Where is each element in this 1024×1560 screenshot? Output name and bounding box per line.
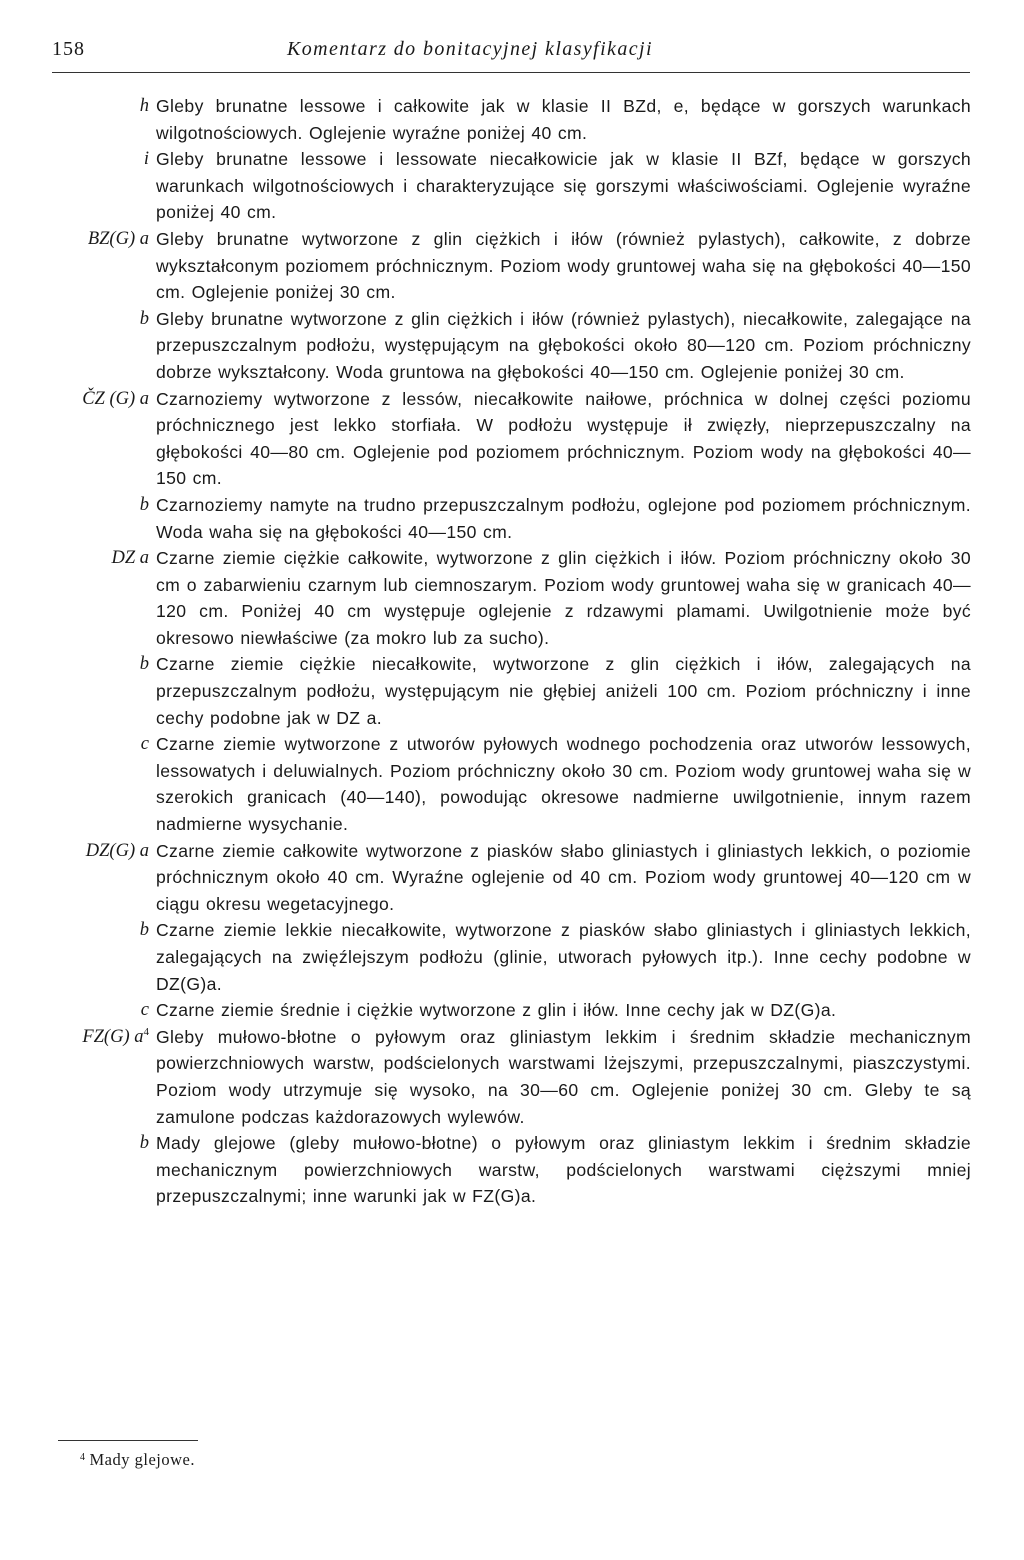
entry-description: Gleby brunatne wytworzone z glin ciężkich i iłów (również pylastych), całkowite, z dobrze wykształconym poziomem próchnicznym. Poziom wody gruntowej waha się na głębokości 40—150 cm. Oglejenie poniżej 30 cm. — [156, 228, 971, 303]
entry-label — [0, 492, 149, 519]
soil-class-entry — [0, 731, 1024, 837]
entry-label-text: DZ(G) a — [85, 840, 149, 861]
entry-label-text: b — [139, 494, 149, 515]
entry-label-text: DZ a — [111, 548, 149, 569]
entry-label-text: BZ(G) a — [87, 228, 149, 249]
entry-description: Gleby brunatne lessowe i całkowite jak w klasie II BZd, e, będące w gorszych warunkach wilgotnościowych. Oglejenie wyraźne poniżej 40 cm. — [156, 96, 971, 143]
entry-label — [0, 917, 149, 944]
entry-label — [0, 731, 149, 758]
soil-class-entry — [0, 306, 1024, 386]
soil-class-entry — [0, 997, 1024, 1024]
entry-label-text: ČZ (G) a — [82, 388, 149, 409]
entry-label-text: c — [140, 734, 149, 755]
entry-label-text: c — [140, 1000, 149, 1021]
entry-description: Czarne ziemie ciężkie całkowite, wytworzone z glin ciężkich i iłów. Poziom próchniczny około 30 cm o zabarwieniu czarnym lub ciemnoszarym. Poziom wody gruntowej waha się w granicach 40—120 cm. Poniżej 40 cm występuje oglejenie z rdzawymi plamami. Uwilgotnienie może być okresowo niewłaściwe (za mokro lub za sucho). — [156, 548, 971, 648]
footnote-text: Mady glejowe. — [89, 1450, 195, 1469]
footnote-marker: 4 — [143, 1025, 149, 1038]
entry-label — [0, 838, 149, 865]
entry-label-text: FZ(G) a — [82, 1026, 144, 1047]
entry-description: Czarne ziemie wytworzone z utworów pyłowych wodnego pochodzenia oraz utworów lessowych, lessowatych i deluwialnych. Poziom próchniczny około 30 cm. Poziom wody gruntowej waha się w szerokich granicach (40—140), powodując okresowe nadmierne uwilgotnienie, innym razem nadmierne wysychanie. — [156, 734, 971, 835]
entry-label — [0, 1024, 149, 1051]
entry-label — [0, 386, 149, 413]
soil-class-entry — [0, 917, 1024, 997]
soil-class-entry — [0, 651, 1024, 731]
entry-description: Czarne ziemie średnie i ciężkie wytworzone z glin i iłów. Inne cechy jak w DZ(G)a. — [156, 1000, 837, 1021]
entry-label — [0, 226, 149, 253]
footnote-rule — [58, 1440, 198, 1441]
footnote — [80, 1450, 195, 1470]
entry-label — [0, 306, 149, 333]
entry-label — [0, 146, 149, 173]
entry-description: Czarne ziemie ciężkie niecałkowite, wytworzone z glin ciężkich i iłów, zalegających na przepuszczalnym podłożu, występującym nie głębiej aniżeli 100 cm. Poziom próchniczny i inne cechy podobne jak w DZ a. — [156, 654, 971, 728]
entry-label — [0, 1130, 149, 1157]
entry-description: Gleby mułowo-błotne o pyłowym oraz gliniastym lekkim i średnim składzie mechanicznym powierzchniowych warstw, podścielonych warstwami lżejszymi, przepuszczalnymi, piaszczystymi. Poziom wody utrzymuje się wysoko, na 30—60 cm. Oglejenie poniżej 30 cm. Gleby te są zamulone podczas każdorazowych wylewów. — [156, 1026, 971, 1127]
entry-description: Gleby brunatne wytworzone z glin ciężkich i iłów (również pylastych), niecałkowite, zalegające na przepuszczalnym podłożu, występującym na głębokości około 80—120 cm. Poziom próchniczny dobrze wykształcony. Woda gruntowa na głębokości 40—150 cm. Oglejenie poniżej 30 cm. — [156, 308, 971, 382]
footnote-number: 4 — [80, 1452, 86, 1463]
entry-label-text: b — [139, 1133, 149, 1154]
entry-label — [0, 93, 149, 120]
entry-label — [0, 997, 149, 1024]
entry-label-text: b — [139, 308, 149, 329]
soil-class-entry — [0, 1130, 1024, 1210]
entry-label-text: i — [143, 149, 149, 170]
soil-class-list — [0, 93, 1024, 1210]
soil-class-entry — [0, 226, 1024, 306]
entry-description: Czarne ziemie lekkie niecałkowite, wytworzone z piasków słabo gliniastych i gliniastych lekkich, zalegających na zwięźlejszym podłożu (glinie, utworach pyłowych itp.). Inne cechy podobne w DZ(G)a. — [156, 920, 971, 994]
page-header — [52, 38, 972, 68]
entry-label — [0, 545, 149, 572]
entry-label-text: b — [139, 654, 149, 675]
soil-class-entry — [0, 838, 1024, 918]
entry-label-text: b — [139, 920, 149, 941]
entry-label — [0, 651, 149, 678]
entry-description: Mady glejowe (gleby mułowo-błotne) o pyłowym oraz gliniastym lekkim i średnim składzie mechanicznym powierzchniowych warstw, podścielonych warstwami cięższymi mniej przepuszczalnymi; inne warunki jak w FZ(G)a. — [156, 1133, 971, 1207]
entry-label-text: h — [139, 96, 149, 116]
page-number: 158 — [52, 38, 85, 60]
soil-class-entry — [0, 492, 1024, 545]
soil-class-entry — [0, 146, 1024, 226]
soil-class-entry — [0, 93, 1024, 146]
entry-description: Gleby brunatne lessowe i lessowate niecałkowicie jak w klasie II BZf, będące w gorszych warunkach wilgotnościowych i charakteryzujące się gorszymi właściwościami. Oglejenie wyraźne poniżej 40 cm. — [156, 149, 971, 223]
header-rule — [52, 72, 970, 73]
entry-description: Czarne ziemie całkowite wytworzone z piasków słabo gliniastych i gliniastych lekkich, o poziomie próchnicznym około 40 cm. Wyraźne oglejenie od 40 cm. Poziom wody gruntowej 40—120 cm w ciągu okresu wegetacyjnego. — [156, 840, 971, 914]
soil-class-entry — [0, 545, 1024, 651]
entry-description: Czarnoziemy wytworzone z lessów, niecałkowite naiłowe, próchnica w dolnej części poziomu próchnicznego jest lekko storfiała. W podłożu występuje ił zwięzły, nieprzepuszczalny na głębokości 40—80 cm. Oglejenie pod poziomem próchnicznym. Poziom wody na głębokości 40—150 cm. — [156, 388, 971, 489]
soil-class-entry — [0, 1024, 1024, 1130]
entry-description: Czarnoziemy namyte na trudno przepuszczalnym podłożu, oglejone pod poziomem próchnicznym. Woda waha się na głębokości 40—150 cm. — [156, 494, 971, 542]
running-title: Komentarz do bonitacyjnej klasyfikacji — [287, 38, 653, 60]
soil-class-entry — [0, 386, 1024, 492]
